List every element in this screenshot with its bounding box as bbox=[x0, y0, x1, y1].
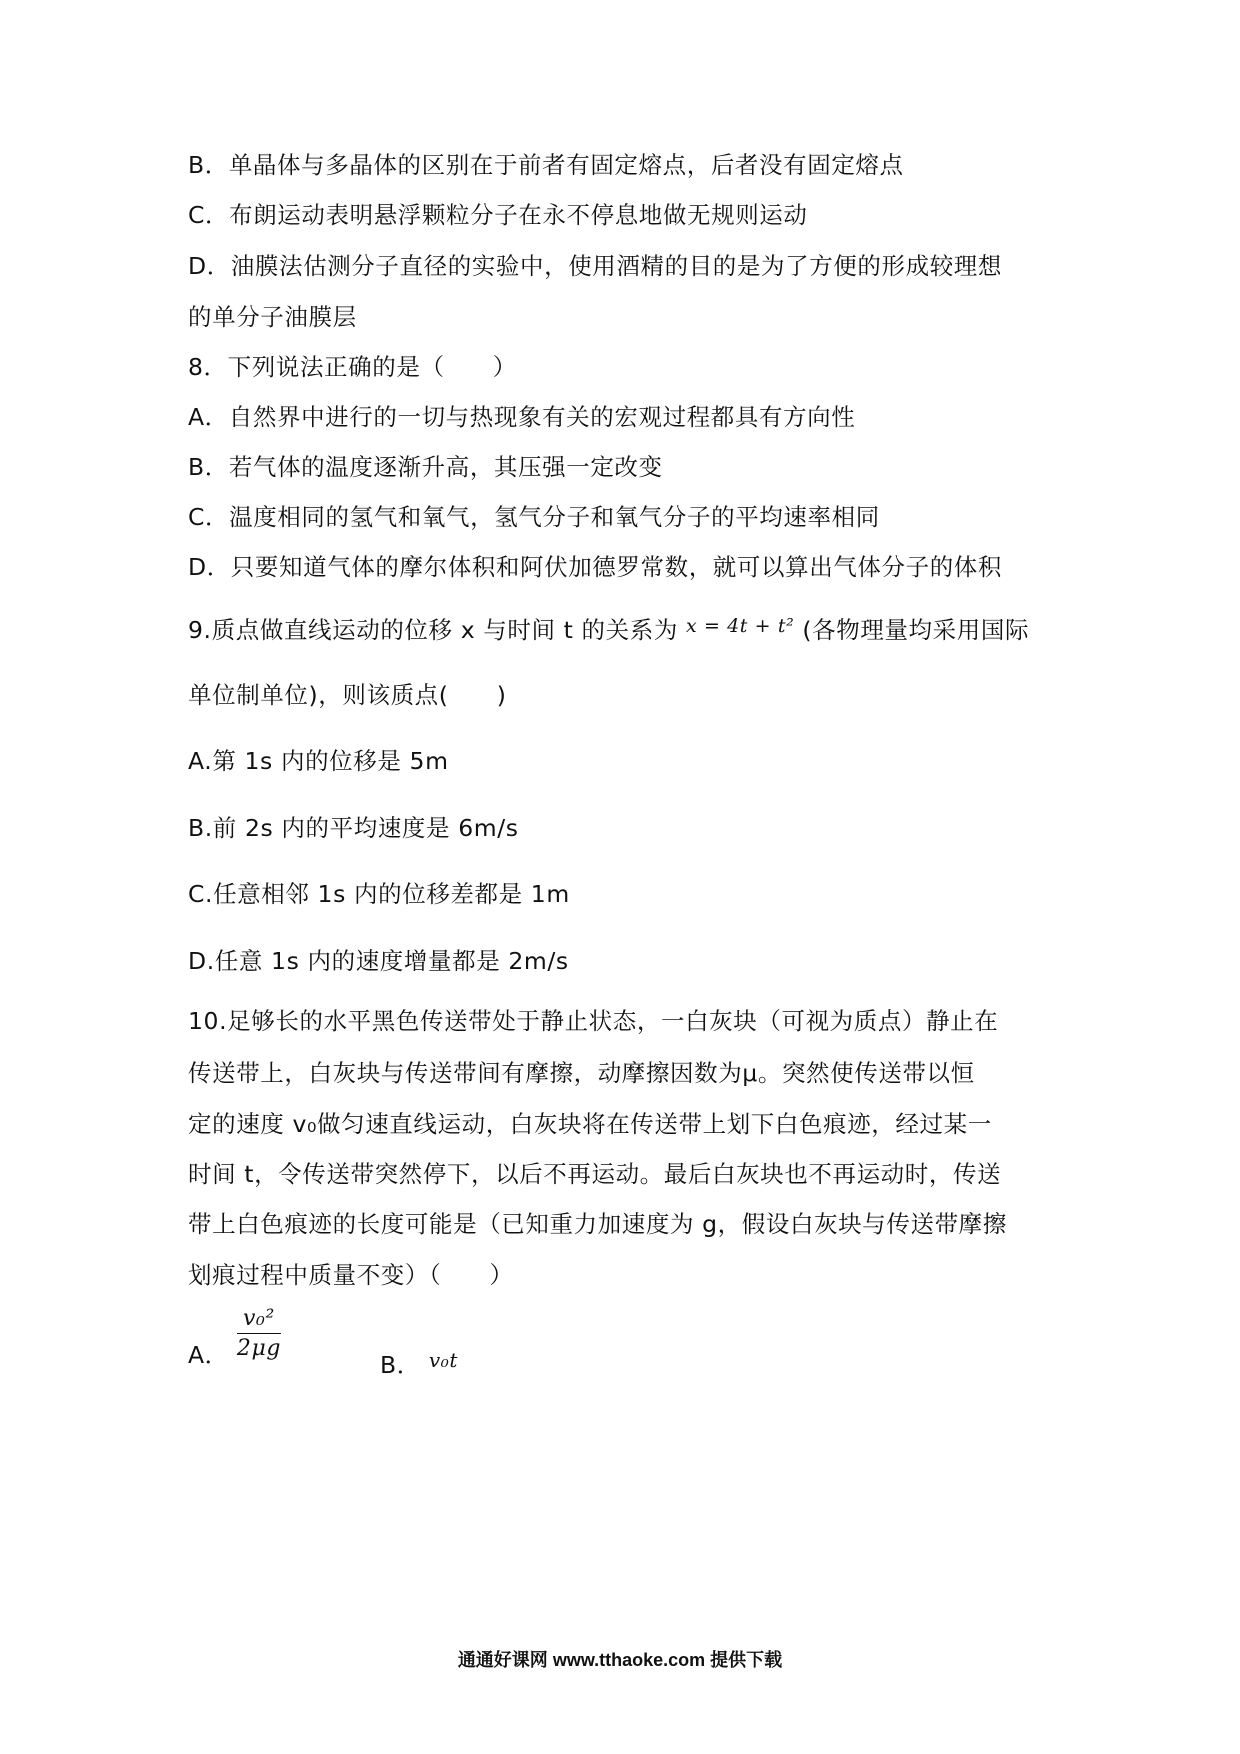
question-9-option-b: B.前 2s 内的平均速度是 6m/s bbox=[188, 814, 519, 842]
question-10-line3: 定的速度 v₀做匀速直线运动，白灰块将在传送带上划下白色痕迹，经过某一 bbox=[188, 1110, 992, 1138]
question-7-option-c: C．布朗运动表明悬浮颗粒分子在永不停息地做无规则运动 bbox=[188, 201, 808, 229]
question-9-option-a: A.第 1s 内的位移是 5m bbox=[188, 747, 449, 775]
question-9-text-b: (各物理量均采用国际 bbox=[802, 616, 1030, 644]
question-9-formula: x = 4t + t² bbox=[686, 615, 795, 637]
question-8-option-c: C．温度相同的氢气和氧气，氢气分子和氧气分子的平均速率相同 bbox=[188, 503, 880, 531]
fraction-denominator: 2μg bbox=[236, 1335, 282, 1361]
option-a-label: A． bbox=[188, 1341, 229, 1369]
question-9-text-a: 9.质点做直线运动的位移 x 与时间 t 的关系为 bbox=[188, 616, 678, 644]
option-b-label: B． bbox=[380, 1351, 421, 1379]
option-b-value: v₀t bbox=[428, 1348, 459, 1372]
fraction-numerator: v₀² bbox=[237, 1306, 281, 1334]
question-10-line1: 10.足够长的水平黑色传送带处于静止状态，一白灰块（可视为质点）静止在 bbox=[188, 1007, 999, 1035]
question-10-line2: 传送带上，白灰块与传送带间有摩擦，动摩擦因数为μ。突然使传送带以恒 bbox=[188, 1059, 975, 1087]
question-10-line6: 划痕过程中质量不变）（ ） bbox=[188, 1261, 514, 1289]
question-7-option-b: B．单晶体与多晶体的区别在于前者有固定熔点，后者没有固定熔点 bbox=[188, 151, 904, 179]
question-9-option-c: C.任意相邻 1s 内的位移差都是 1m bbox=[188, 880, 570, 908]
footer-source: 通通好课网 www.tthaoke.com 提供下载 bbox=[457, 1650, 783, 1670]
question-8-option-d: D．只要知道气体的摩尔体积和阿伏加德罗常数，就可以算出气体分子的体积 bbox=[188, 553, 1002, 581]
question-8-stem: 8．下列说法正确的是（ ） bbox=[188, 353, 517, 381]
question-9-option-d: D.任意 1s 内的速度增量都是 2m/s bbox=[188, 947, 569, 975]
question-9-stem-line2: 单位制单位)，则该质点( ) bbox=[188, 681, 507, 709]
question-9-stem-line1 bbox=[188, 611, 1029, 645]
question-8-option-b: B．若气体的温度逐渐升高，其压强一定改变 bbox=[188, 453, 663, 481]
option-a-fraction bbox=[237, 1306, 281, 1361]
question-10-option-a bbox=[188, 1296, 281, 1370]
question-10-line5: 带上白色痕迹的长度可能是（已知重力加速度为 g，假设白灰块与传送带摩擦 bbox=[188, 1210, 1007, 1238]
question-7-option-d-line2: 的单分子油膜层 bbox=[188, 303, 357, 331]
question-10-option-b bbox=[380, 1336, 458, 1380]
question-7-option-d-line1: D．油膜法估测分子直径的实验中，使用酒精的目的是为了方便的形成较理想 bbox=[188, 252, 1002, 280]
question-10-line4: 时间 t，令传送带突然停下，以后不再运动。最后白灰块也不再运动时，传送 bbox=[188, 1160, 1002, 1188]
question-8-option-a: A．自然界中进行的一切与热现象有关的宏观过程都具有方向性 bbox=[188, 403, 856, 431]
